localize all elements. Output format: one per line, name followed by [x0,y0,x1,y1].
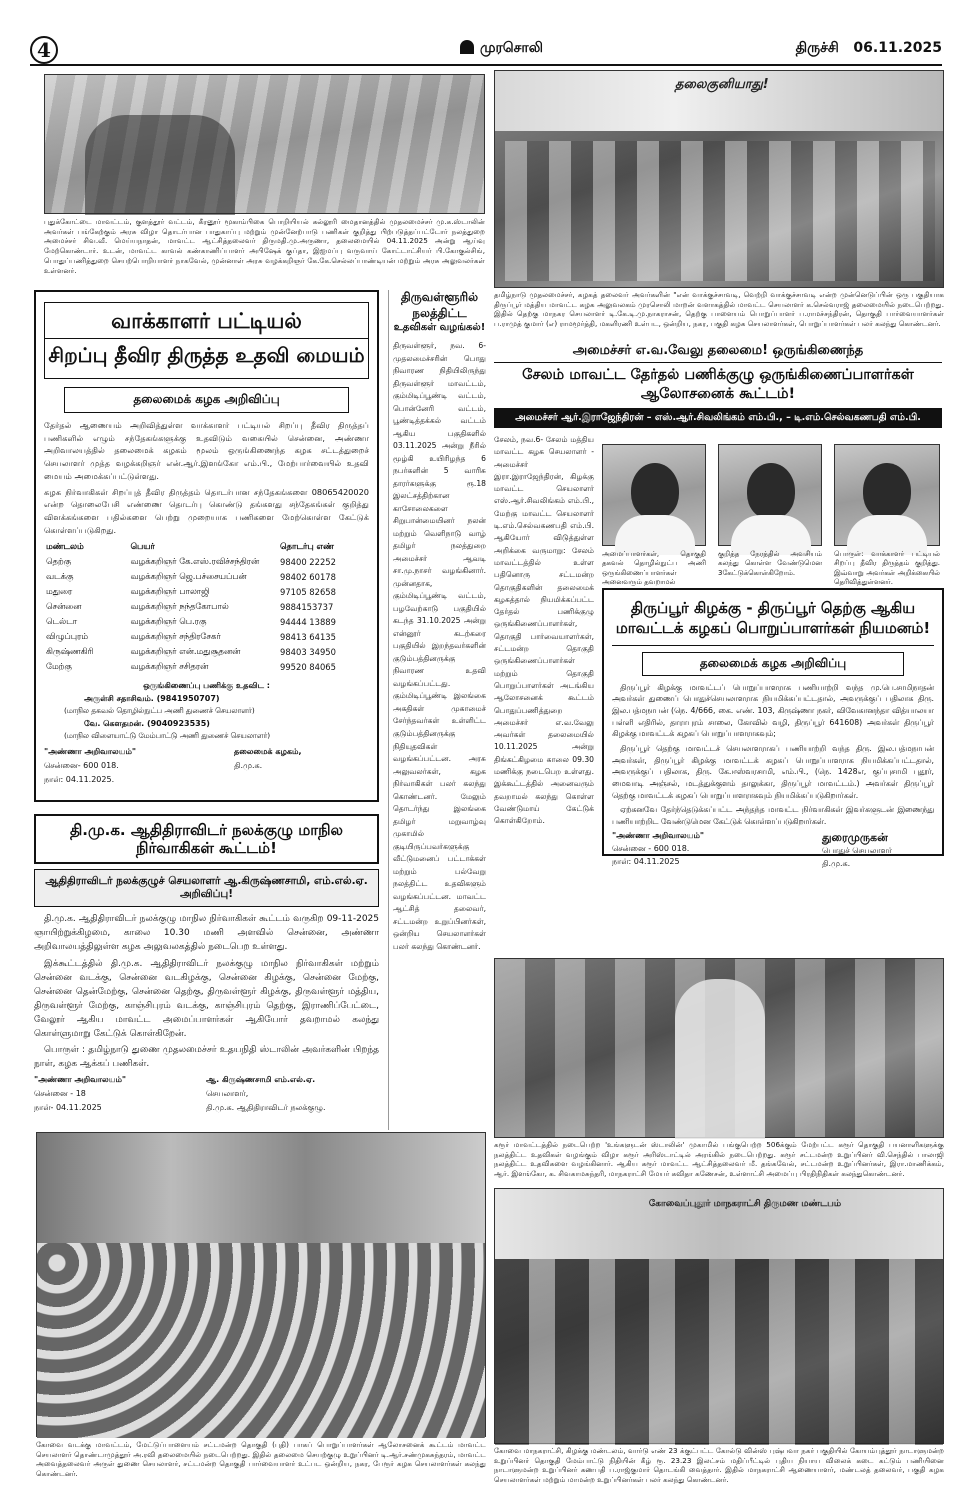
article-body: திருவள்ளூர், நவ. 6- முதலமைச்சரின் பொது நிவாரண நிதியிலிருந்து திருவள்ளூர் மாவட்டம், கும்மிடிப்பூண்டி வட்டம், பொன்னேரி வட்டம், பூண்டித்தக்கல் வட்டம் ஆகிய பகுதிகளில் 03.11.2025 அன்று நீரில் மூழ்கி உயிரிழந்த 6 நபர்களின் 5 வாரிசு தாரர்களுக்கு ரூ.18 இலட்சத்திற்கான காசோலைகளை சிறுபான்மையினர் நலன் மற்றும் வெளிநாடு வாழ் தமிழர் நலத்துறை அமைச்சர் ஆவடி சா.மு.நாசர் வழங்கினார். முன்னதாக, கும்மிடிப்பூண்டி வட்டம், பழவேற்காடு பகுதியில் கடந்த 31.10.2025 அன்று என்னூர் கடற்கரை பகுதியில் இறந்தவர்களின் குடும்பத்தினருக்கு நிவாரண உதவி வழங்கப்பட்டது. கும்மிடிப்பூண்டி இலங்கை அகதிகள் முகாமைச் சேர்ந்தவர்கள் உள்ளிட்ட குடும்பத்தினருக்கு நிதியுதவிகள் வழங்கப்பட்டன. அரசு அலுவலர்கள், கழக நிர்வாகிகள் பலர் கலந்து கொண்டனர். மேலும் தொடர்ந்து இலங்கை தமிழர் மறுவாழ்வு முகாமில் குடியிருப்பவர்களுக்கு வீட்டுமனைப் பட்டாக்கள் மற்றும் பல்வேறு நலத்திட்ட உதவிகளும் வழங்கப்பட்டன. மாவட்ட ஆட்சித் தலைவர், சட்டமன்ற உறுப்பினர்கள், ஒன்றிய செயலாளர்கள் பலர் கலந்து கொண்டனர். [393,341,486,951]
table-row [44,569,369,584]
salem-subhead: அமைச்சர் ஆர்.இராஜேந்திரன் – எஸ்.ஆர்.சிவலிங்கம் எம்.பி., – டி.எம்.செல்வகணபதி எம்.பி. அறிக்கை! [494,408,942,428]
photo-banner-text: தலைகுனியாது! [675,77,769,92]
photo-coimbatore-caption: கோவை வடக்கு மாவட்டம், மேட்டுப்பாளையம் சட்டமன்ற தொகுதி (புதி) பாகப் பொறுப்பாளர்கள் ஆலோசனைக் கூட்டம் மாவட்ட செயலாளர் தொண்டாமுத்தூர் அ.ரவி தலைமையில் நடைபெற்றது. இதில் தலைமை செயற்குழு உறுப்பினர் டி.ஆர்.சண்முகசுந்தரம், மாவட்ட அவைத்தலைவர் அருள் துணை செயலாளர், சட்டமன்ற தொகுதி பார்வையாளர் உட்பட ஒன்றிய, நகர, பேரூர் கழக செயலாளர்கள் கலந்து கொண்டனர். [36,1440,486,1479]
notice-paragraph-1: தேர்தல் ஆணையம் அறிவித்துள்ள வாக்காளர் பட்டியல் சிறப்பு தீவிர திருத்தப் பணிகளில் எழும் சந்தேகங்களுக்கு உதவிடும் வகையில் சென்னை, அண்ணா அறிவாலயத்தில் தலைமைக் கழகம் மூலம் ஒருங்கிணைந்த கழக சட்டத்துறைச் செயலாளர் முத்த வழக்கறிஞர் என்.ஆர்.இளங்கோ எம்.பி., மேற்பார்வையில் உதவி மையம் அமைக்கப்பட்டுள்ளது. [44,420,369,481]
adi-sign-org: தி.மு.க. ஆதிதிராவிடர் நலக்குழு. [206,1103,326,1113]
tiruppur-paragraph-2: திருப்பூர் தெற்கு மாவட்டச் செயலாளராகப் பணியாற்றி வந்த திரு. இல.பத்மநாபன் அவர்கள், திருப்பூர் கிழக்கு மாவட்டக் கழகப் பொறுப்பாளராக நியமிக்கப்பட்டதால், அவருக்குப் பதிலாக, திரு. கே.ஈஸ்வரசாமி, எம்.பி., (நெ. 1428எ, குப்புசாமி புதூர், மைவாடி அஞ்சல், மடத்துக்குளம் தாலுக்கா, திருப்பூர் மாவட்டம்.) அவர்கள் திருப்பூர் தெற்கு மாவட்டக் கழகப் பொறுப்பாளராகவும் நியமிக்கப்படுகிறார்கள். [612,743,934,800]
cell-zone: மதுரை [46,585,73,596]
adi-dravidar-notice [34,814,379,1119]
tiruppur-paragraph-1: திருப்பூர் கிழக்கு மாவட்டப் பொறுப்பாளராக பணியாற்றி வந்த மு.பெ.சாமிநாதன் அவர்கள் துணைப் பொதுச்செயலாளராக நியமிக்கப்பட்டதால், அவருக்குப் பதிலாக திரு. இல.பத்மநாபன் (நெ. 4/666, கை. எண். 103, கிருஷ்ணா நகர், விவேகானந்தா வித்யாலயா பள்ளி எதிரில், தாராபுரம் சாலை, கோவில் வழி, திருப்பூர் 641608) அவர்கள் திருப்பூர் கிழக்கு மாவட்டக் கழகப் பொறுப்பாளராகவும்; [612,682,934,739]
notice-sign-title: தலைமைக் கழகம், [234,747,302,757]
adi-paragraph-2: இக்கூட்டத்தில் தி.மு.க. ஆதிதிராவிடர் நலக்குழு மாநில நிர்வாகிகள் மற்றும் சென்னை வடக்கு, சென்னை வடகிழக்கு, சென்னை கிழக்கு, சென்னை மேற்கு, சென்னை தென்மேற்கு, சென்னை தெற்கு, திருவள்ளூர் கிழக்கு, திருவள்ளூர் மத்திய, திருவள்ளூர் மேற்கு, காஞ்சிபுரம் வடக்கு, காஞ்சிபுரம் தெற்கு, இராணிப்பேட்டை, வேலூர் ஆகிய மாவட்ட அமைப்பாளர்கள் ஆகியோர் தவறாமல் கலந்து கொள்ளுமாறு கேட்டுக் கொள்கிறேன். [34,958,379,1039]
article-headline-3: உதவிகள் வழங்கல்! [393,322,486,333]
table-row [44,554,369,569]
notice-sign-org: தி.மு.க. [234,761,263,771]
cell-zone: வடக்கு [46,570,74,581]
cell-phone: 97105 82658 [280,586,336,597]
tiruppur-headline: திருப்பூர் கிழக்கு - திருப்பூர் தெற்கு ஆகிய மாவட்டக் கழகப் பொறுப்பாளர்கள் நியமனம்! [612,594,934,646]
cell-phone: 94444 13889 [280,616,336,627]
tiruppur-sign-role: பொதுச் செயலாளர் [822,845,893,855]
tiruppur-sign-org: தி.மு.க. [822,858,851,868]
cell-zone: டெல்டா [46,615,78,626]
contacts-header-row [44,539,369,554]
portrait-1-caption: அமைப்பாளர்கள், தொகுதி தகவல் தொழில்நுட்ப அணி ஒருங்கிணைப்பாளர்கள் அனைவரும் தவறாமல் [602,550,706,587]
portrait-minister-3 [834,444,940,546]
coordinator-1-role: (மாநில தகவல் தொழில்நுட்ப அணி துணைச் செயலாளர்) [64,706,255,716]
salem-body: சேலம், நவ.6- சேலம் மத்திய மாவட்ட கழக செயலாளர் - அமைச்சர் இரா.இராஜேந்திரன், கிழக்கு மாவட்ட செயலாளர் எஸ்.ஆர்.சிவலிங்கம் எம்.பி., மேற்கு மாவட்ட செயலாளர் டி.எம்.செல்வகணபதி எம்.பி. ஆகியோர் விடுத்துள்ள அறிக்கை வருமாறு: சேலம் மாவட்டத்தில் உள்ள பதினொரு சட்டமன்ற தொகுதிகளின் தலைமைக் கழகத்தால் நியமிக்கப்பட்ட தேர்தல் பணிக்குழு ஒருங்கிணைப்பாளர்கள், தொகுதி பார்வையாளர்கள், சட்டமன்ற தொகுதி ஒருங்கிணைப்பாளர்கள் மற்றும் தொகுதி பொறுப்பாளர்கள் அடங்கிய ஆலோசனைக் கூட்டம் பொதுப்பணித்துறை அமைச்சர் எ.வ.வேலு அவர்கள் தலைமையில் 10.11.2025 அன்று திங்கட்கிழமை காலை 09.30 மணிக்கு நடைபெற உள்ளது. இக்கூட்டத்தில் அனைவரும் தவறாமல் கலந்து கொள்ள வேண்டுமாய் கேட்டுக் கொள்கிறோம். [494,435,594,826]
portrait-3-caption: பொருள்: வாக்காளர் பட்டியல் சிறப்பு தீவிர திருத்தம் குறித்து. இவ்வாறு அவர்கள் அறிக்கையில் தெரிவித்துள்ளனர். [834,550,940,587]
thiruvallur-article [388,290,486,1130]
cell-name: வழக்கறிஞர் என்.மதுசூதனன் [130,645,241,656]
header-city-date: திருச்சி 06.11.2025 [795,40,942,56]
cell-zone: மேற்கு [46,660,72,671]
salem-kicker: அமைச்சர் எ.வ.வேலு தலைமை! ஒருங்கிணைந்த [494,343,942,363]
col-header-name: பெயர் [130,540,155,551]
cell-name: வழக்கறிஞர் கே.எஸ்.ரவிச்சந்திரன் [130,555,260,566]
photo-kovai-banner: கோவைப்புதூர் மாநகராட்சி திருமண மண்டபம் [648,1199,842,1209]
table-row [44,659,369,674]
tiruppur-city: சென்னை - 600 018. [612,843,690,853]
notice-title-line2: சிறப்பு தீவிர திருத்த உதவி மையம் [44,339,369,379]
cell-zone: தெற்கு [46,555,72,566]
table-row [44,584,369,599]
cell-phone: 98402 60178 [280,571,336,582]
adi-paragraph-3: பொருள் : தமிழ்நாடு துணை முதலமைச்சர் உதயநிதி ஸ்டாலின் அவர்களின் பிறந்த நாள், கழக ஆக்கப் பணிகள். [34,1045,379,1070]
rising-sun-icon [460,40,474,54]
tiruppur-office: "அண்ணா அறிவாலயம்" [612,830,705,840]
adi-office: "அண்ணா அறிவாலயம்" [34,1075,127,1085]
masthead: முரசொலி [460,40,590,62]
adi-sign-role: செயலாளர், [206,1089,249,1099]
article-headline-1: திருவள்ளூரில் [400,290,479,304]
cell-name: வழக்கறிஞர் நந்தகோபால் [130,600,229,611]
tiruppur-date: நாள்: 04.11.2025 [612,856,680,866]
photo-karur-welfare [494,958,944,1138]
article-headline-2: நலத்திட்ட [412,306,467,320]
photo-inspection [44,74,485,214]
notice-date: நாள்: 04.11.2025. [44,775,115,785]
coordinator-2-name: வே. கௌதமன். (9040923535) [84,719,210,729]
notice-city: சென்னை- 600 018. [44,761,119,771]
cell-name: வழக்கறிஞர் பாலாஜி [130,585,210,596]
tiruppur-notice [602,588,944,868]
salem-headline: சேலம் மாவட்ட தேர்தல் பணிக்குழு ஒருங்கிணைப்பாளர்கள் ஆலோசனைக் கூட்டம்! [522,367,914,402]
portrait-2-caption: குறித்த நேரத்தில் அவசியம் கலந்து கொள்ள வேண்டுமென 3கேட்டுக்கொள்கிறோம். [718,550,822,577]
cell-name: வழக்கறிஞர் பெ.ரகு [130,615,207,626]
photo-karur-caption: கரூர் மாவட்டத்தில் நடைபெற்ற 'உங்களுடன் ஸ்டாலின்' முகாமில் பங்குபெற்ற 506க்கும் மேற்பட்ட கரூர் தொகுதி பயனாளிகளுக்கு நலத்திட்ட உதவிகள் வழங்கும் விழா கரூர் அரிஸ்டாட்டில் அரங்கில் நடைபெற்றது. கரூர் சட்டமன்ற உறுப்பினர் வி.செந்தில் பாலாஜி நலத்திட்ட உதவிகளை வழங்கினார். ஆகிய கரூர் மாவட்ட ஆட்சித்தலைவர் மீ. தங்கவேல், சட்டமன்ற உறுப்பினர்கள், இரா.மாணிக்கம், ஆர். இளங்கோ, க. சிவகாமசுந்தரி, மாநகராட்சி மேயர் கவிதா கணேசன், உள்ளாட்சி அமைப்பு பிரதிநிதிகள் கலந்துகொண்டனர். [494,1140,944,1179]
table-row [44,629,369,644]
cell-name: வழக்கறிஞர் சந்திரசேகர் [130,630,221,641]
notice-title-line1: வாக்காளர் பட்டியல் [44,302,369,339]
photo-kovai-caption: கோவை மாநகராட்சி, கிழக்கு மண்டலம், வார்டு எண் 23 க்குட்பட்ட கோல்டு வின்ஸ் புஷ்பவா நகர் பகுதியில் கோயம்புத்தூர் நாடாளுமன்ற உறுப்பினர் தொகுதி மேம்பாட்டு நிதியின் கீழ் ரூ. 23.23 இலட்சம் மதிப்பீட்டில் புதிய நியாய விலைக் கடை கட்டும் பணியினை நாடாளுமன்ற உறுப்பினர் கணபதி ப.ராஜ்குமார் தொடங்கி வைத்தார். இதில் மாநகராட்சி ஆணையாளர், மண்டலத் தலைவர், பகுதி கழக செயலாளர்கள் மற்றும் மாமன்ற உறுப்பினர்கள் பலர் கலந்து கொண்டனர். [494,1446,944,1485]
tiruppur-subtitle: தலைமைக் கழக அறிவிப்பு [642,652,904,676]
adi-date: நாள்- 04.11.2025 [34,1103,102,1113]
table-row [44,614,369,629]
page-number: 4 [30,36,58,64]
portrait-minister-1 [602,444,706,546]
notice-subtitle: தலைமைக் கழக அறிவிப்பு [64,387,349,413]
voter-list-notice [34,290,379,802]
coordination-heading: ஒருங்கிணைப்பு பணிக்கு உதவிட : [143,681,270,691]
cell-phone: 99520 84065 [280,661,336,672]
cell-zone: விழுப்புரம் [46,630,89,641]
col-header-zone: மண்டலம் [46,540,84,551]
table-row [44,599,369,614]
adi-notice-subtitle: ஆதிதிராவிடர் நலக்குழுச் செயலாளர் ஆ.கிருஷ்ணசாமி, எம்.எல்.ஏ. அறிவிப்பு! [34,869,379,907]
photo-booth-meeting-caption: தமிழ்நாடு முதலமைச்சர், கழகத் தலைவர் அவர்களின் "என் வாக்குச்சாவடி, வெற்றி வாக்குச்சாவடி என்ற முன்னெடுப்பின் ஒரு பகுதியாக திருப்பூர் மத்திய மாவட்ட கழக அலுவலகம் முரசொலி மாறன் வளாகத்தில் மாவட்ட செயலாளர் க.செல்வராஜ் தலைமையில் நடைபெற்றது. இதில் தெற்கு மாநகர செயலாளர் டி.கே.டி.மு.நாகராசன், தெற்கு பாளையம் பொறுப்பாளர் ப.ராமச்சந்திரன், தொகுதி பார்வையாளர்கள் ப.ராமுத் குமார் (எ) ராமமூர்த்தி, மகளிரணி உள்பட, ஒன்றிய, நகர, பகுதி கழக செயலாளர்கள், பொறுப்பாளர்கள் பலர் கலந்து கொண்டனர். [494,290,944,329]
table-row [44,644,369,659]
cell-phone: 98403 34950 [280,646,336,657]
adi-notice-title: தி.மு.க. ஆதிதிராவிடர் நலக்குழு மாநில நிர்வாகிகள் கூட்டம்! [34,814,379,864]
tiruppur-paragraph-3: ஏற்கனவே தேர்ந்தெடுக்கப்பட்ட அந்தந்த மாவட்ட நிர்வாகிகள் இவர்களுடன் இணைந்து பணியாற்றிட வேண்டுமென கேட்டுக் கொள்ளப்படுகிறார்கள். [612,805,934,827]
cell-zone: சென்னை [46,600,82,611]
cell-phone: 98400 22252 [280,556,336,567]
contacts-table [44,539,369,674]
photo-booth-meeting [494,70,944,288]
portrait-minister-2 [718,444,822,546]
notice-paragraph-2: கழக நிர்வாகிகள் சிறப்புத் தீவிர திருத்தம் தொடர்பான சந்தேகங்களை 08065420020 என்ற தொலைபேசி எண்ணை தொடர்பு கொண்டு தங்களது சந்தேகங்கள் குறித்து விளக்கங்களை பதில்களை பெற்று முறையாக பணிகளை மேற்கொள்ள கேட்டுக் கொள்ளப்படுகிறது. [44,486,369,535]
photo-inspection-caption: புதுக்கோட்டை மாவட்டம், குளத்தூர் வட்டம், கீரனூர் மூகாம்பிகை பொறியியல் கல்லூரி மைதானத்தில் முதலமைச்சர் மு.க.ஸ்டாலின் அவர்கள் பங்கேற்கும் அரசு விழா தொடர்பான பாதுகாப்பு மற்றும் முன்னேற்பாடு பணிகள் குறித்து பிற்படுத்தப்பட்டோர் நலத்துறை அமைச்சர் சிவ.வீ. மெய்யநாதன், மாவட்ட ஆட்சித்தலைவர் திருமதி.மு.அருணா, தலைமையில் 04.11.2025 அன்று ஆய்வு மேற்கொண்டார். உடன், மாவட்ட காவல் கண்காணிப்பாளர் அபிஷேக் குப்தா, இஐமப்பு வருவாய் கோட்டாட்சியர் பி.கோகுல்சிங், பொதுப்பணித்துறை செயற்பொறியாளர் நாகவேல், முன்னாள் அரசு வழக்கறிஞர் கே.கே.செல்லப்பாண்டியன் மற்றும் அரசு அலுவலர்கள் உள்ளனர். [44,217,485,275]
cell-name: வழக்கறிஞர் சசிதரன் [130,660,209,671]
coordinator-2-role: (மாநில விளையாட்டு மேம்பாட்டு அணி துணைச் செயலாளர்) [64,731,271,741]
tiruppur-sign-name: துரைமுருகன் [822,830,888,844]
cell-zone: கிருஷ்ணகிரி [46,645,94,656]
page-header [30,36,942,66]
notice-office: "அண்ணா அறிவாலயம்" [44,747,137,757]
photo-coimbatore-meeting [36,1132,486,1437]
cell-name: வழக்கறிஞர் ஜெ.பச்சையப்பன் [130,570,247,581]
coordinator-1-name: அருள்சி சதாசிவம். (9841950707) [84,694,220,704]
cell-phone: 98413 64135 [280,631,336,642]
adi-city: சென்னை - 18 [34,1089,86,1099]
adi-sign-name: ஆ. கிருஷ்ணசாமி எம்.எல்.ஏ. [206,1075,316,1085]
adi-paragraph-1: தி.மு.க. ஆதிதிராவிடர் நலக்குழு மாநில நிர்வாகிகள் கூட்டம் வருகிற 09-11-2025 ஞாயிற்றுக்கிழமை, காலை 10.30 மணி அளவில் சென்னை, அண்ணா அறிவாலயத்திலுள்ள கழக அலுவலகத்தில் நடைபெற உள்ளது. [34,914,379,952]
cell-phone: 9884153737 [280,601,334,612]
photo-kovai-ration-shop [494,1188,944,1444]
col-header-phone: தொடர்பு எண் [280,540,334,551]
